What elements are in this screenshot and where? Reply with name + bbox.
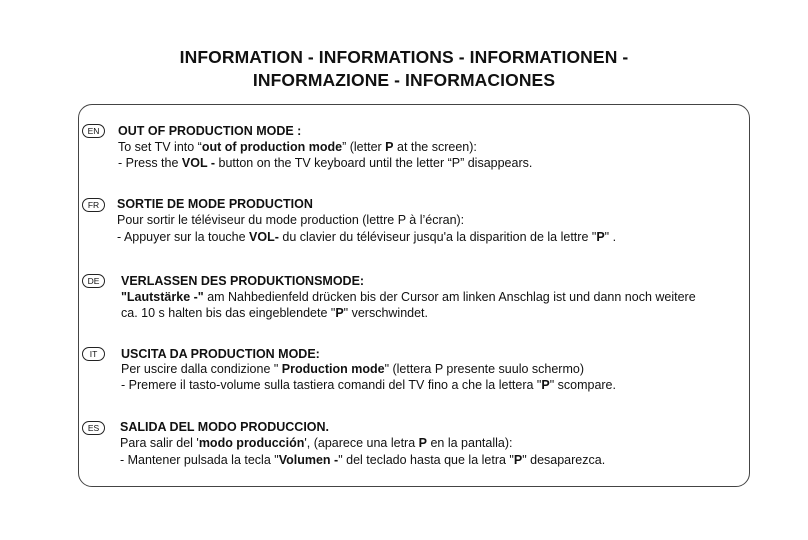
section-heading-it: USCITA DA PRODUCTION MODE: xyxy=(121,347,320,361)
emphasized-text: P xyxy=(418,436,427,450)
section-heading-de: VERLASSEN DES PRODUKTIONSMODE: xyxy=(121,274,365,288)
title-line-1: INFORMATION - INFORMATIONS - INFORMATIONEN - xyxy=(179,47,629,67)
text-run: " (lettera P presente suulo schermo) xyxy=(384,362,585,376)
text-run: Para salir del ' xyxy=(120,436,199,450)
emphasized-text: out of production mode xyxy=(201,140,343,154)
text-run: ca. 10 s halten bis das eingeblendete " xyxy=(121,306,336,320)
page-title xyxy=(0,46,808,92)
text-run: du clavier du téléviseur jusqu'a la disparition de la lettre " xyxy=(278,230,597,244)
text-run: To set TV into “ xyxy=(118,140,202,154)
section-line xyxy=(121,290,696,304)
section-line xyxy=(121,362,584,376)
text-run: " verschwindet. xyxy=(343,306,429,320)
emphasized-text: VOL- xyxy=(249,230,279,244)
language-badge-fr: FR xyxy=(82,198,105,212)
emphasized-text: "Lautstärke -" xyxy=(121,290,204,304)
section-line xyxy=(120,453,605,467)
section-line xyxy=(120,436,512,450)
section-line xyxy=(121,306,428,320)
text-run: - Appuyer sur la touche xyxy=(117,230,250,244)
text-run: am Nahbedienfeld drücken bis der Cursor am linken Anschlag ist und dann noch weitere xyxy=(203,290,696,304)
language-badge-es: ES xyxy=(82,421,105,435)
section-line xyxy=(117,230,616,244)
text-run: Per uscire dalla condizione " xyxy=(121,362,282,376)
text-run: ” (letter xyxy=(342,140,386,154)
section-line xyxy=(118,156,532,170)
section-line xyxy=(117,213,464,227)
text-run: Pour sortir le téléviseur du mode production (lettre P à l’écran): xyxy=(117,213,465,227)
emphasized-text: Production mode xyxy=(281,362,385,376)
emphasized-text: P xyxy=(335,306,344,320)
section-heading-fr: SORTIE DE MODE PRODUCTION xyxy=(117,197,313,211)
emphasized-text: Volumen - xyxy=(278,453,339,467)
language-badge-en: EN xyxy=(82,124,105,138)
emphasized-text: P xyxy=(541,378,550,392)
text-run: " . xyxy=(604,230,617,244)
title-line-2: INFORMAZIONE - INFORMACIONES xyxy=(252,70,556,90)
text-run: " desaparezca. xyxy=(522,453,606,467)
text-run: - Premere il tasto-volume sulla tastiera comandi del TV fino a che la lettera " xyxy=(121,378,542,392)
text-run: at the screen): xyxy=(393,140,477,154)
section-heading-es: SALIDA DEL MODO PRODUCCION. xyxy=(120,420,330,434)
text-run: en la pantalla): xyxy=(426,436,513,450)
text-run: - Press the xyxy=(118,156,182,170)
emphasized-text: P xyxy=(596,230,605,244)
language-badge-it: IT xyxy=(82,347,105,361)
emphasized-text: P xyxy=(385,140,394,154)
emphasized-text: VOL - xyxy=(181,156,216,170)
section-line xyxy=(118,140,477,154)
section-heading-en: OUT OF PRODUCTION MODE : xyxy=(118,124,302,138)
emphasized-text: modo producción xyxy=(198,436,305,450)
section-line xyxy=(121,378,616,392)
emphasized-text: P xyxy=(513,453,523,467)
text-run: button on the TV keyboard until the letter “P” disappears. xyxy=(215,156,533,170)
text-run: " scompare. xyxy=(549,378,616,392)
language-badge-de: DE xyxy=(82,274,105,288)
text-run: - Mantener pulsada la tecla " xyxy=(120,453,279,467)
text-run: " del teclado hasta que la letra " xyxy=(338,453,514,467)
text-run: ', (aparece una letra xyxy=(304,436,419,450)
